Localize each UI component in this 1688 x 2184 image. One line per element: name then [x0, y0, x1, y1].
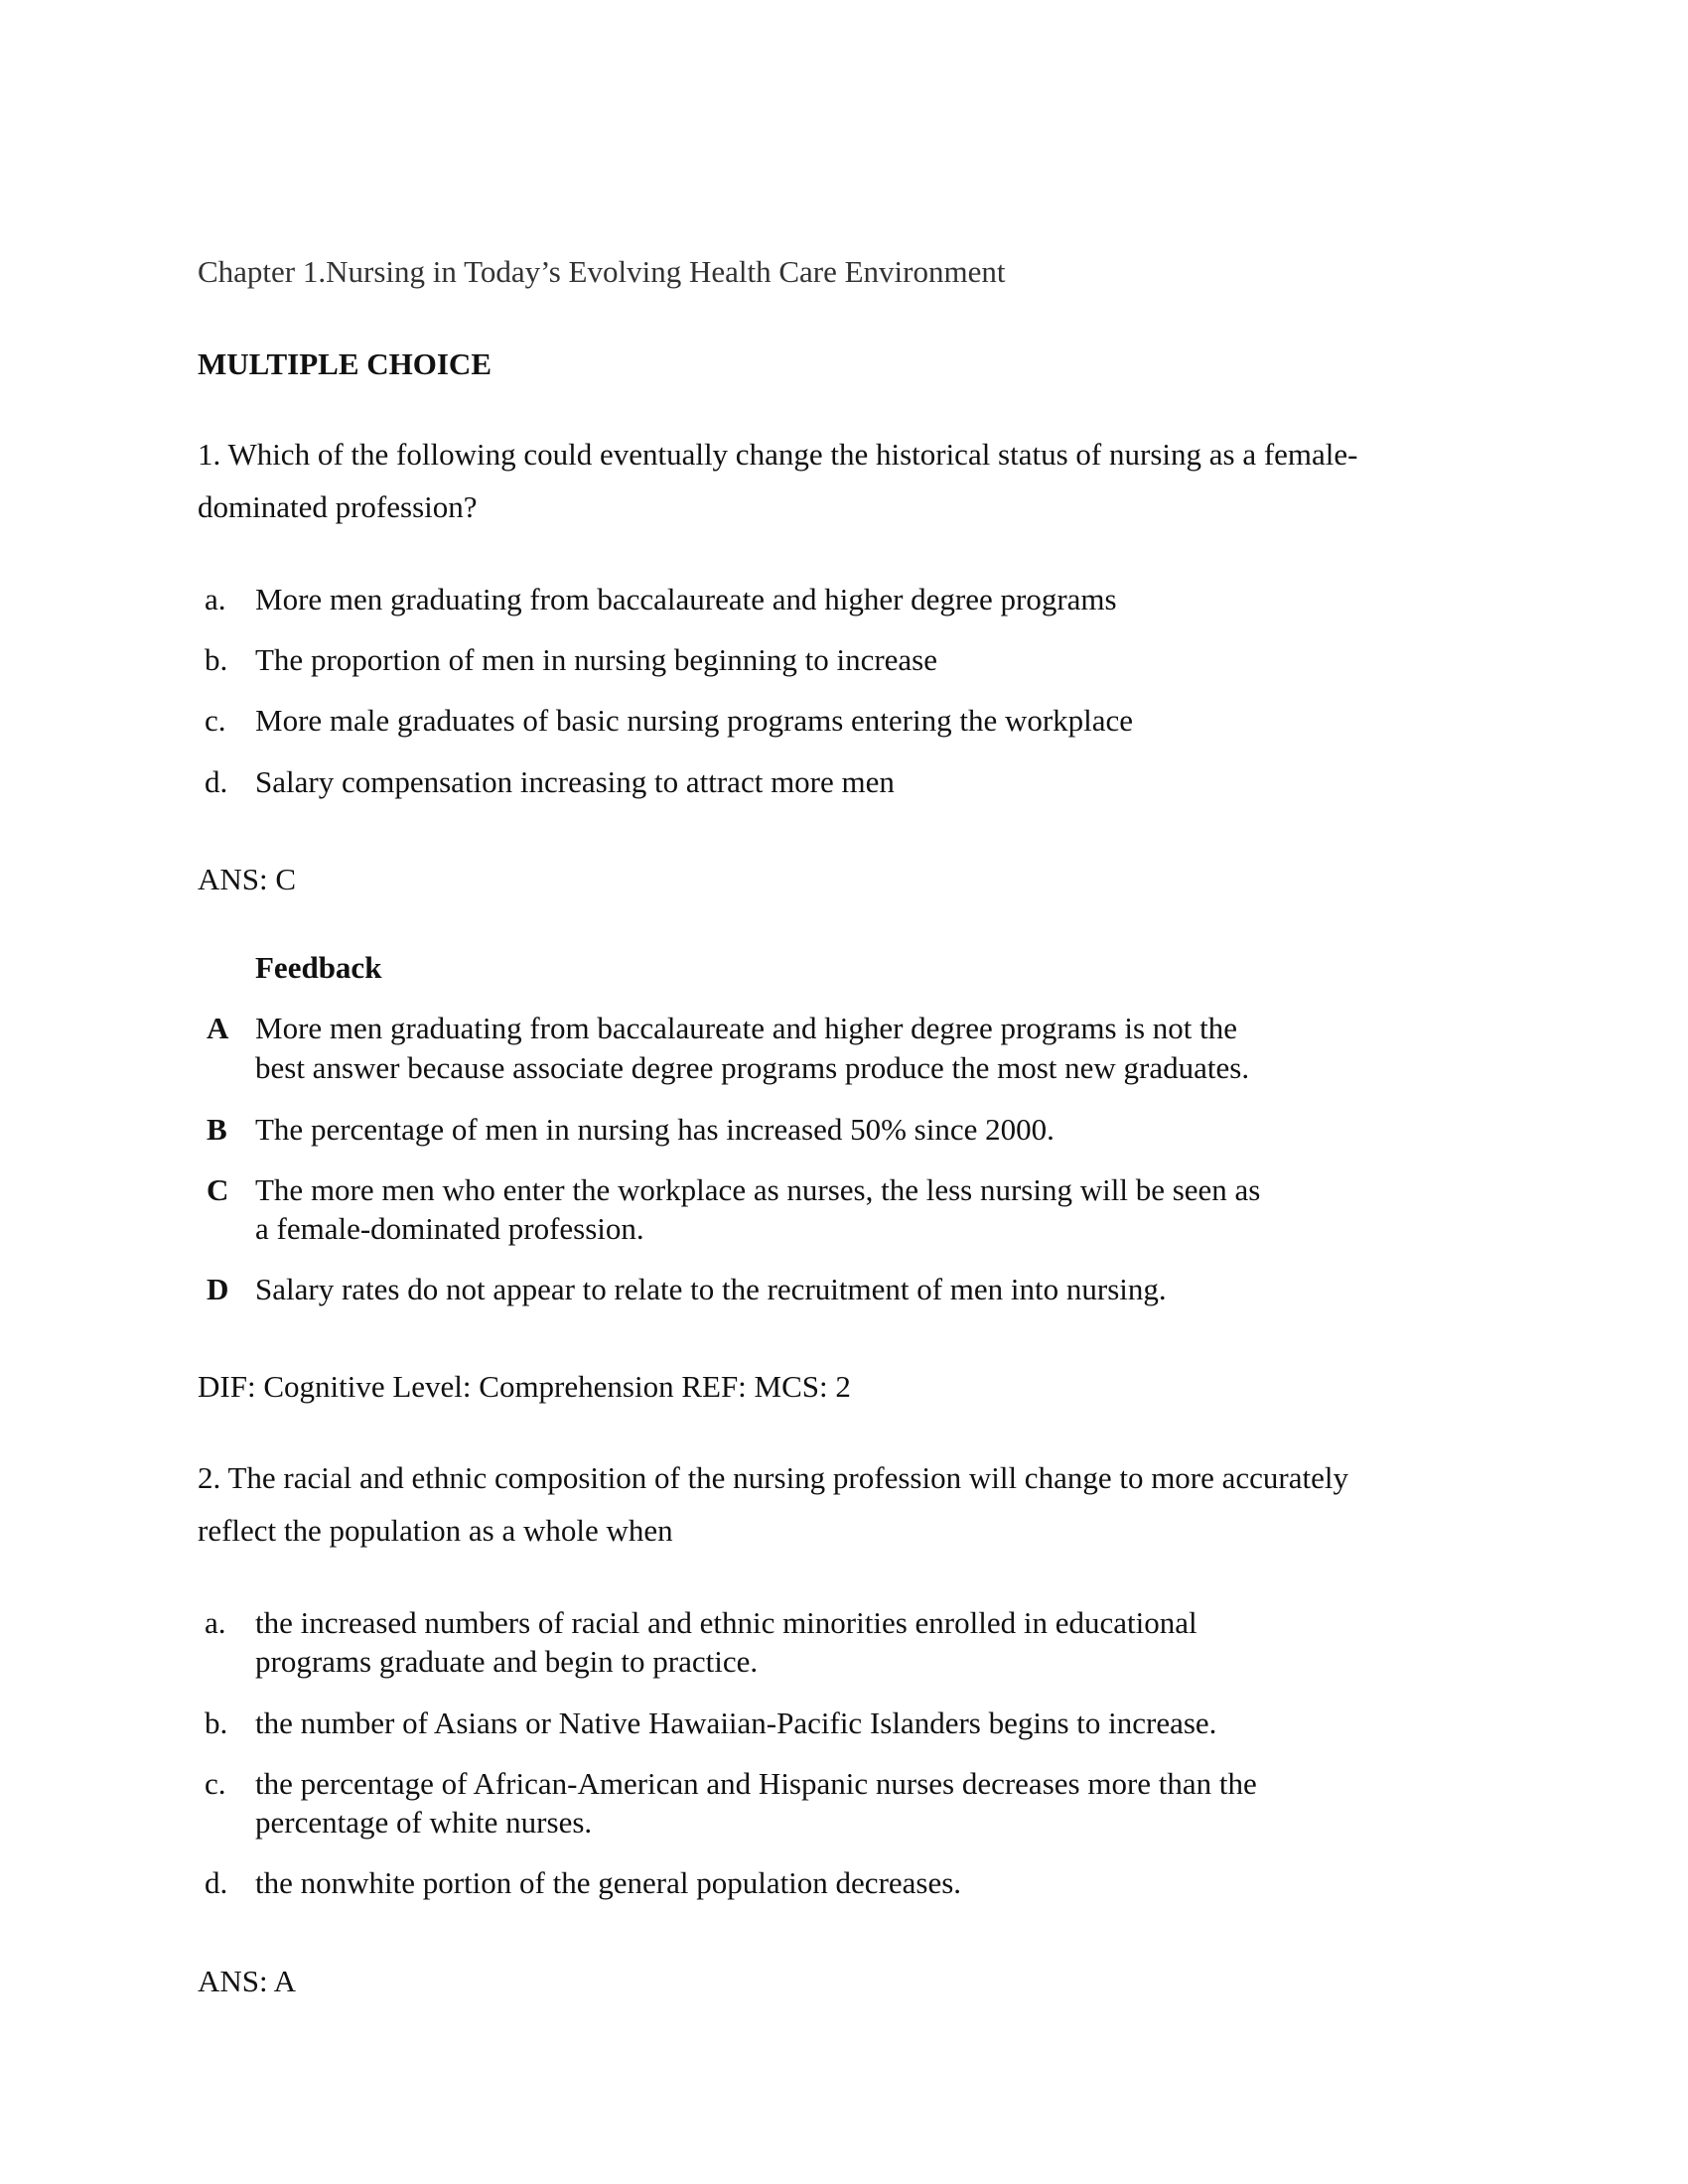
feedback-text: Salary rates do not appear to relate to the recruitment of men into nursing.: [255, 1272, 1167, 1306]
question-1-stem: dominated profession?: [198, 489, 478, 524]
option-letter: a.: [205, 1605, 226, 1640]
option-text: the increased numbers of racial and ethnic minorities enrolled in educational: [255, 1605, 1197, 1640]
option-letter: b.: [205, 1706, 228, 1740]
option-text: More male graduates of basic nursing programs entering the workplace: [255, 703, 1134, 738]
feedback-text: More men graduating from baccalaureate and higher degree programs is not the: [255, 1011, 1238, 1045]
feedback-heading: Feedback: [255, 950, 382, 985]
option-text: percentage of white nurses.: [255, 1805, 593, 1840]
option-letter: d.: [205, 1865, 228, 1900]
option-text: Salary compensation increasing to attract more men: [255, 764, 895, 799]
chapter-title: Chapter 1.Nursing in Today’s Evolving Health Care Environment: [198, 254, 1006, 289]
section-heading: MULTIPLE CHOICE: [198, 346, 492, 381]
option-letter: c.: [205, 1766, 226, 1801]
option-letter: b.: [205, 642, 228, 677]
option-letter: a.: [205, 582, 226, 616]
feedback-text: The more men who enter the workplace as nurses, the less nursing will be seen as: [255, 1172, 1261, 1207]
question-1-difficulty: DIF: Cognitive Level: Comprehension REF: MCS: 2: [198, 1369, 851, 1404]
option-text: the nonwhite portion of the general population decreases.: [255, 1865, 962, 1900]
question-1-answer: ANS: C: [198, 862, 297, 896]
option-text: the number of Asians or Native Hawaiian-Pacific Islanders begins to increase.: [255, 1706, 1217, 1740]
option-letter: c.: [205, 703, 226, 738]
feedback-letter: D: [207, 1272, 229, 1306]
option-text: More men graduating from baccalaureate and higher degree programs: [255, 582, 1117, 616]
feedback-text: best answer because associate degree programs produce the most new graduates.: [255, 1050, 1250, 1085]
option-text: the percentage of African-American and Hispanic nurses decreases more than the: [255, 1766, 1257, 1801]
question-2-stem: 2. The racial and ethnic composition of the nursing profession will change to more accurately: [198, 1460, 1348, 1495]
feedback-text: a female-dominated profession.: [255, 1211, 644, 1246]
option-letter: d.: [205, 764, 228, 799]
feedback-letter: A: [207, 1011, 229, 1045]
question-2-stem: reflect the population as a whole when: [198, 1513, 673, 1548]
option-text: The proportion of men in nursing beginning to increase: [255, 642, 938, 677]
feedback-letter: B: [207, 1112, 227, 1147]
feedback-text: The percentage of men in nursing has increased 50% since 2000.: [255, 1112, 1055, 1147]
option-text: programs graduate and begin to practice.: [255, 1644, 759, 1679]
question-1-stem: 1. Which of the following could eventually change the historical status of nursing as a female-: [198, 437, 1358, 472]
question-2-answer: ANS: A: [198, 1964, 297, 1998]
feedback-letter: C: [207, 1172, 229, 1207]
